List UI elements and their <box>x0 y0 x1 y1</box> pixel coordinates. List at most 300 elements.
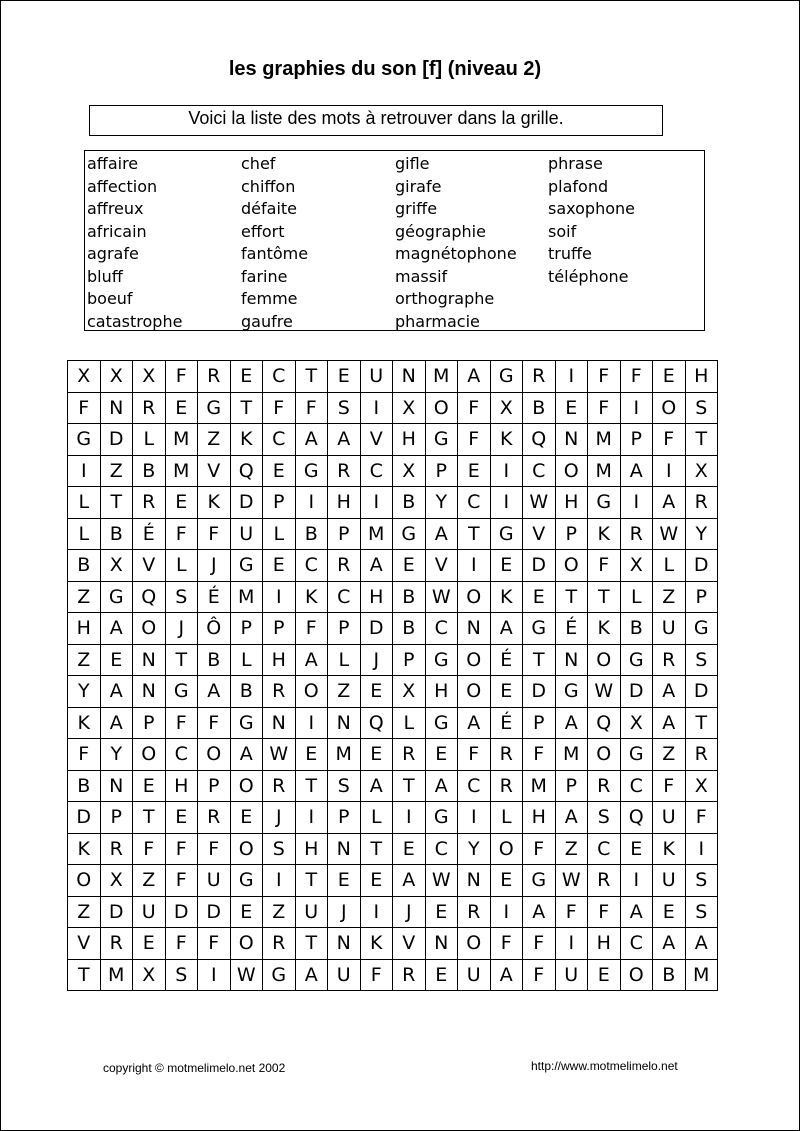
grid-cell[interactable]: M <box>685 959 718 991</box>
grid-cell[interactable]: A <box>360 550 393 582</box>
grid-cell[interactable]: T <box>588 581 621 613</box>
grid-cell[interactable]: R <box>328 455 361 487</box>
grid-cell[interactable]: N <box>328 707 361 739</box>
grid-cell[interactable]: G <box>295 455 328 487</box>
grid-cell[interactable]: C <box>295 550 328 582</box>
grid-cell[interactable]: T <box>230 392 263 424</box>
grid-cell[interactable]: O <box>588 739 621 771</box>
grid-cell[interactable]: U <box>458 959 491 991</box>
grid-cell[interactable]: G <box>523 865 556 897</box>
grid-cell[interactable]: U <box>230 518 263 550</box>
grid-cell[interactable]: T <box>685 424 718 456</box>
grid-cell[interactable]: Z <box>653 581 686 613</box>
grid-cell[interactable]: L <box>165 550 198 582</box>
grid-cell[interactable]: Z <box>653 739 686 771</box>
grid-cell[interactable]: P <box>685 581 718 613</box>
grid-cell[interactable]: P <box>620 424 653 456</box>
grid-cell[interactable]: C <box>523 455 556 487</box>
grid-cell[interactable]: F <box>68 739 101 771</box>
grid-cell[interactable]: D <box>360 613 393 645</box>
grid-cell[interactable]: I <box>263 865 296 897</box>
grid-cell[interactable]: C <box>263 361 296 393</box>
grid-cell[interactable]: R <box>653 644 686 676</box>
grid-cell[interactable]: Z <box>555 833 588 865</box>
grid-cell[interactable]: A <box>295 644 328 676</box>
grid-cell[interactable]: I <box>360 487 393 519</box>
grid-cell[interactable]: A <box>295 424 328 456</box>
grid-cell[interactable]: B <box>393 581 426 613</box>
grid-cell[interactable]: E <box>588 959 621 991</box>
grid-cell[interactable]: E <box>458 455 491 487</box>
grid-cell[interactable]: X <box>393 676 426 708</box>
grid-cell[interactable]: D <box>100 424 133 456</box>
grid-cell[interactable]: L <box>360 802 393 834</box>
grid-cell[interactable]: T <box>295 361 328 393</box>
grid-cell[interactable]: F <box>198 928 231 960</box>
grid-cell[interactable]: B <box>68 770 101 802</box>
grid-cell[interactable]: F <box>523 739 556 771</box>
grid-cell[interactable]: Z <box>68 644 101 676</box>
grid-cell[interactable]: O <box>458 928 491 960</box>
grid-cell[interactable]: O <box>230 928 263 960</box>
grid-cell[interactable]: R <box>588 865 621 897</box>
grid-cell[interactable]: V <box>523 518 556 550</box>
grid-cell[interactable]: F <box>653 770 686 802</box>
grid-cell[interactable]: F <box>165 361 198 393</box>
grid-cell[interactable]: R <box>263 928 296 960</box>
grid-cell[interactable]: H <box>360 581 393 613</box>
grid-cell[interactable]: S <box>685 644 718 676</box>
grid-cell[interactable]: U <box>360 361 393 393</box>
grid-cell[interactable]: L <box>490 802 523 834</box>
grid-cell[interactable]: O <box>458 644 491 676</box>
grid-cell[interactable]: U <box>653 613 686 645</box>
grid-cell[interactable]: P <box>133 707 166 739</box>
grid-cell[interactable]: L <box>620 581 653 613</box>
grid-cell[interactable]: C <box>425 613 458 645</box>
grid-cell[interactable]: X <box>393 455 426 487</box>
grid-cell[interactable]: J <box>165 613 198 645</box>
grid-cell[interactable]: T <box>555 581 588 613</box>
grid-cell[interactable]: N <box>263 707 296 739</box>
grid-cell[interactable]: P <box>523 707 556 739</box>
grid-cell[interactable]: A <box>458 361 491 393</box>
grid-cell[interactable]: R <box>328 550 361 582</box>
grid-cell[interactable]: A <box>685 928 718 960</box>
grid-cell[interactable]: C <box>620 770 653 802</box>
grid-cell[interactable]: H <box>425 676 458 708</box>
grid-cell[interactable]: E <box>133 928 166 960</box>
grid-cell[interactable]: A <box>653 676 686 708</box>
grid-cell[interactable]: E <box>100 644 133 676</box>
grid-cell[interactable]: B <box>100 518 133 550</box>
grid-cell[interactable]: G <box>620 739 653 771</box>
grid-cell[interactable]: H <box>68 613 101 645</box>
grid-cell[interactable]: M <box>588 455 621 487</box>
grid-cell[interactable]: R <box>263 676 296 708</box>
grid-cell[interactable]: E <box>165 392 198 424</box>
grid-cell[interactable]: E <box>165 487 198 519</box>
grid-cell[interactable]: U <box>198 865 231 897</box>
grid-cell[interactable]: J <box>360 644 393 676</box>
grid-cell[interactable]: A <box>295 959 328 991</box>
grid-cell[interactable]: A <box>523 896 556 928</box>
grid-cell[interactable]: T <box>100 487 133 519</box>
grid-cell[interactable]: S <box>165 581 198 613</box>
grid-cell[interactable]: N <box>393 361 426 393</box>
grid-cell[interactable]: M <box>328 739 361 771</box>
grid-cell[interactable]: F <box>555 896 588 928</box>
grid-cell[interactable]: K <box>490 581 523 613</box>
grid-cell[interactable]: G <box>230 865 263 897</box>
grid-cell[interactable]: C <box>263 424 296 456</box>
grid-cell[interactable]: H <box>263 644 296 676</box>
grid-cell[interactable]: G <box>425 802 458 834</box>
grid-cell[interactable]: E <box>230 896 263 928</box>
grid-cell[interactable]: F <box>588 392 621 424</box>
grid-cell[interactable]: F <box>295 392 328 424</box>
grid-cell[interactable]: D <box>100 896 133 928</box>
grid-cell[interactable]: K <box>653 833 686 865</box>
grid-cell[interactable]: K <box>230 424 263 456</box>
grid-cell[interactable]: D <box>523 550 556 582</box>
grid-cell[interactable]: X <box>393 392 426 424</box>
grid-cell[interactable]: R <box>393 959 426 991</box>
grid-cell[interactable]: T <box>295 928 328 960</box>
grid-cell[interactable]: D <box>198 896 231 928</box>
grid-cell[interactable]: X <box>620 707 653 739</box>
grid-cell[interactable]: I <box>198 959 231 991</box>
grid-cell[interactable]: P <box>263 487 296 519</box>
grid-cell[interactable]: P <box>555 770 588 802</box>
grid-cell[interactable]: G <box>198 392 231 424</box>
grid-cell[interactable]: T <box>523 644 556 676</box>
grid-cell[interactable]: S <box>165 959 198 991</box>
grid-cell[interactable]: H <box>393 424 426 456</box>
grid-cell[interactable]: I <box>685 833 718 865</box>
grid-cell[interactable]: T <box>133 802 166 834</box>
grid-cell[interactable]: B <box>620 613 653 645</box>
grid-cell[interactable]: R <box>588 770 621 802</box>
grid-cell[interactable]: L <box>133 424 166 456</box>
grid-cell[interactable]: X <box>100 865 133 897</box>
grid-cell[interactable]: B <box>653 959 686 991</box>
grid-cell[interactable]: F <box>523 959 556 991</box>
grid-cell[interactable]: G <box>588 487 621 519</box>
grid-cell[interactable]: F <box>165 833 198 865</box>
grid-cell[interactable]: O <box>458 676 491 708</box>
grid-cell[interactable]: R <box>133 392 166 424</box>
grid-cell[interactable]: G <box>393 518 426 550</box>
grid-cell[interactable]: R <box>490 770 523 802</box>
grid-cell[interactable]: I <box>360 896 393 928</box>
grid-cell[interactable]: O <box>230 770 263 802</box>
grid-cell[interactable]: K <box>295 581 328 613</box>
grid-cell[interactable]: I <box>490 487 523 519</box>
grid-cell[interactable]: A <box>198 676 231 708</box>
grid-cell[interactable]: A <box>555 802 588 834</box>
grid-cell[interactable]: I <box>295 707 328 739</box>
grid-cell[interactable]: E <box>490 676 523 708</box>
grid-cell[interactable]: Y <box>425 487 458 519</box>
grid-cell[interactable]: U <box>653 865 686 897</box>
grid-cell[interactable]: K <box>68 833 101 865</box>
grid-cell[interactable]: Z <box>328 676 361 708</box>
grid-cell[interactable]: E <box>295 739 328 771</box>
grid-cell[interactable]: I <box>620 487 653 519</box>
grid-cell[interactable]: E <box>230 361 263 393</box>
grid-cell[interactable]: O <box>490 833 523 865</box>
grid-cell[interactable]: A <box>620 455 653 487</box>
grid-cell[interactable]: R <box>490 739 523 771</box>
grid-cell[interactable]: S <box>328 392 361 424</box>
grid-cell[interactable]: K <box>360 928 393 960</box>
grid-cell[interactable]: I <box>458 802 491 834</box>
grid-cell[interactable]: G <box>425 644 458 676</box>
grid-cell[interactable]: R <box>133 487 166 519</box>
grid-cell[interactable]: G <box>425 707 458 739</box>
grid-cell[interactable]: E <box>328 865 361 897</box>
grid-cell[interactable]: O <box>458 581 491 613</box>
grid-cell[interactable]: I <box>360 392 393 424</box>
grid-cell[interactable]: T <box>393 770 426 802</box>
grid-cell[interactable]: G <box>620 644 653 676</box>
grid-cell[interactable]: B <box>393 487 426 519</box>
grid-cell[interactable]: T <box>68 959 101 991</box>
grid-cell[interactable]: R <box>458 896 491 928</box>
grid-cell[interactable]: H <box>685 361 718 393</box>
grid-cell[interactable]: Q <box>360 707 393 739</box>
grid-cell[interactable]: E <box>653 361 686 393</box>
grid-cell[interactable]: E <box>425 739 458 771</box>
grid-cell[interactable]: D <box>685 676 718 708</box>
grid-cell[interactable]: F <box>165 865 198 897</box>
grid-cell[interactable]: A <box>360 770 393 802</box>
grid-cell[interactable]: E <box>230 802 263 834</box>
grid-cell[interactable]: T <box>295 865 328 897</box>
grid-cell[interactable]: P <box>230 613 263 645</box>
grid-cell[interactable]: S <box>588 802 621 834</box>
grid-cell[interactable]: U <box>133 896 166 928</box>
grid-cell[interactable]: B <box>133 455 166 487</box>
grid-cell[interactable]: A <box>620 896 653 928</box>
grid-cell[interactable]: K <box>198 487 231 519</box>
grid-cell[interactable]: F <box>653 424 686 456</box>
grid-cell[interactable]: R <box>198 802 231 834</box>
grid-cell[interactable]: X <box>620 550 653 582</box>
grid-cell[interactable]: G <box>490 361 523 393</box>
grid-cell[interactable]: F <box>198 707 231 739</box>
grid-cell[interactable]: N <box>133 644 166 676</box>
grid-cell[interactable]: E <box>328 361 361 393</box>
grid-cell[interactable]: I <box>393 802 426 834</box>
grid-cell[interactable]: G <box>523 613 556 645</box>
grid-cell[interactable]: W <box>230 959 263 991</box>
grid-cell[interactable]: G <box>68 424 101 456</box>
grid-cell[interactable]: C <box>458 487 491 519</box>
grid-cell[interactable]: O <box>133 613 166 645</box>
grid-cell[interactable]: K <box>588 518 621 550</box>
grid-cell[interactable]: W <box>653 518 686 550</box>
grid-cell[interactable]: Ô <box>198 613 231 645</box>
grid-cell[interactable]: L <box>68 518 101 550</box>
grid-cell[interactable]: Z <box>263 896 296 928</box>
grid-cell[interactable]: M <box>100 959 133 991</box>
grid-cell[interactable]: F <box>133 833 166 865</box>
grid-cell[interactable]: F <box>490 928 523 960</box>
grid-cell[interactable]: O <box>555 455 588 487</box>
grid-cell[interactable]: B <box>393 613 426 645</box>
grid-cell[interactable]: F <box>620 361 653 393</box>
grid-cell[interactable]: A <box>100 613 133 645</box>
grid-cell[interactable]: W <box>425 865 458 897</box>
grid-cell[interactable]: W <box>425 581 458 613</box>
grid-cell[interactable]: J <box>393 896 426 928</box>
grid-cell[interactable]: X <box>133 959 166 991</box>
grid-cell[interactable]: I <box>295 802 328 834</box>
grid-cell[interactable]: W <box>555 865 588 897</box>
grid-cell[interactable]: A <box>230 739 263 771</box>
grid-cell[interactable]: E <box>523 581 556 613</box>
grid-cell[interactable]: R <box>100 928 133 960</box>
grid-cell[interactable]: M <box>425 361 458 393</box>
grid-cell[interactable]: A <box>490 959 523 991</box>
grid-cell[interactable]: P <box>100 802 133 834</box>
grid-cell[interactable]: D <box>685 550 718 582</box>
grid-cell[interactable]: U <box>328 959 361 991</box>
grid-cell[interactable]: V <box>68 928 101 960</box>
grid-cell[interactable]: F <box>68 392 101 424</box>
grid-cell[interactable]: X <box>100 550 133 582</box>
grid-cell[interactable]: N <box>133 676 166 708</box>
grid-cell[interactable]: H <box>328 487 361 519</box>
grid-cell[interactable]: Q <box>523 424 556 456</box>
grid-cell[interactable]: F <box>588 896 621 928</box>
grid-cell[interactable]: A <box>555 707 588 739</box>
grid-cell[interactable]: X <box>685 770 718 802</box>
grid-cell[interactable]: H <box>165 770 198 802</box>
grid-cell[interactable]: T <box>165 644 198 676</box>
grid-cell[interactable]: F <box>523 833 556 865</box>
grid-cell[interactable]: T <box>458 518 491 550</box>
grid-cell[interactable]: A <box>328 424 361 456</box>
grid-cell[interactable]: M <box>165 455 198 487</box>
grid-cell[interactable]: C <box>328 581 361 613</box>
grid-cell[interactable]: N <box>555 424 588 456</box>
grid-cell[interactable]: E <box>425 959 458 991</box>
grid-cell[interactable]: F <box>165 518 198 550</box>
grid-cell[interactable]: L <box>653 550 686 582</box>
grid-cell[interactable]: P <box>328 613 361 645</box>
grid-cell[interactable]: I <box>620 865 653 897</box>
grid-cell[interactable]: I <box>263 581 296 613</box>
grid-cell[interactable]: G <box>230 550 263 582</box>
grid-cell[interactable]: É <box>490 644 523 676</box>
grid-cell[interactable]: É <box>555 613 588 645</box>
grid-cell[interactable]: G <box>685 613 718 645</box>
grid-cell[interactable]: E <box>653 896 686 928</box>
grid-cell[interactable]: V <box>425 550 458 582</box>
grid-cell[interactable]: E <box>360 739 393 771</box>
grid-cell[interactable]: A <box>458 707 491 739</box>
grid-cell[interactable]: A <box>393 865 426 897</box>
grid-cell[interactable]: N <box>100 770 133 802</box>
grid-cell[interactable]: D <box>68 802 101 834</box>
grid-cell[interactable]: W <box>588 676 621 708</box>
grid-cell[interactable]: B <box>523 392 556 424</box>
grid-cell[interactable]: J <box>198 550 231 582</box>
grid-cell[interactable]: Z <box>100 455 133 487</box>
grid-cell[interactable]: I <box>555 928 588 960</box>
grid-cell[interactable]: Y <box>685 518 718 550</box>
grid-cell[interactable]: I <box>490 896 523 928</box>
grid-cell[interactable]: R <box>198 361 231 393</box>
grid-cell[interactable]: O <box>68 865 101 897</box>
grid-cell[interactable]: F <box>685 802 718 834</box>
grid-cell[interactable]: D <box>523 676 556 708</box>
grid-cell[interactable]: F <box>523 928 556 960</box>
grid-cell[interactable]: Y <box>458 833 491 865</box>
grid-cell[interactable]: C <box>588 833 621 865</box>
grid-cell[interactable]: A <box>425 518 458 550</box>
grid-cell[interactable]: T <box>685 707 718 739</box>
grid-cell[interactable]: I <box>295 487 328 519</box>
grid-cell[interactable]: C <box>360 455 393 487</box>
grid-cell[interactable]: S <box>685 392 718 424</box>
grid-cell[interactable]: E <box>393 550 426 582</box>
grid-cell[interactable]: R <box>685 487 718 519</box>
grid-cell[interactable]: X <box>100 361 133 393</box>
grid-cell[interactable]: P <box>263 613 296 645</box>
grid-cell[interactable]: C <box>458 770 491 802</box>
grid-cell[interactable]: A <box>653 487 686 519</box>
grid-cell[interactable]: R <box>620 518 653 550</box>
grid-cell[interactable]: W <box>523 487 556 519</box>
grid-cell[interactable]: I <box>653 455 686 487</box>
grid-cell[interactable]: O <box>230 833 263 865</box>
grid-cell[interactable]: F <box>198 833 231 865</box>
grid-cell[interactable]: M <box>360 518 393 550</box>
grid-cell[interactable]: V <box>133 550 166 582</box>
grid-cell[interactable]: E <box>555 392 588 424</box>
grid-cell[interactable]: E <box>133 770 166 802</box>
grid-cell[interactable]: Z <box>68 896 101 928</box>
grid-cell[interactable]: A <box>100 707 133 739</box>
grid-cell[interactable]: F <box>360 959 393 991</box>
grid-cell[interactable]: G <box>425 424 458 456</box>
grid-cell[interactable]: N <box>425 928 458 960</box>
grid-cell[interactable]: C <box>165 739 198 771</box>
grid-cell[interactable]: Q <box>230 455 263 487</box>
grid-cell[interactable]: R <box>393 739 426 771</box>
grid-cell[interactable]: X <box>685 455 718 487</box>
grid-cell[interactable]: G <box>100 581 133 613</box>
grid-cell[interactable]: L <box>328 644 361 676</box>
grid-cell[interactable]: N <box>458 865 491 897</box>
grid-cell[interactable]: U <box>653 802 686 834</box>
grid-cell[interactable]: F <box>295 613 328 645</box>
grid-cell[interactable]: X <box>133 361 166 393</box>
grid-cell[interactable]: M <box>230 581 263 613</box>
grid-cell[interactable]: H <box>555 487 588 519</box>
grid-cell[interactable]: R <box>523 361 556 393</box>
grid-cell[interactable]: E <box>263 455 296 487</box>
grid-cell[interactable]: G <box>490 518 523 550</box>
grid-cell[interactable]: K <box>588 613 621 645</box>
grid-cell[interactable]: F <box>588 361 621 393</box>
grid-cell[interactable]: S <box>263 833 296 865</box>
grid-cell[interactable]: U <box>555 959 588 991</box>
